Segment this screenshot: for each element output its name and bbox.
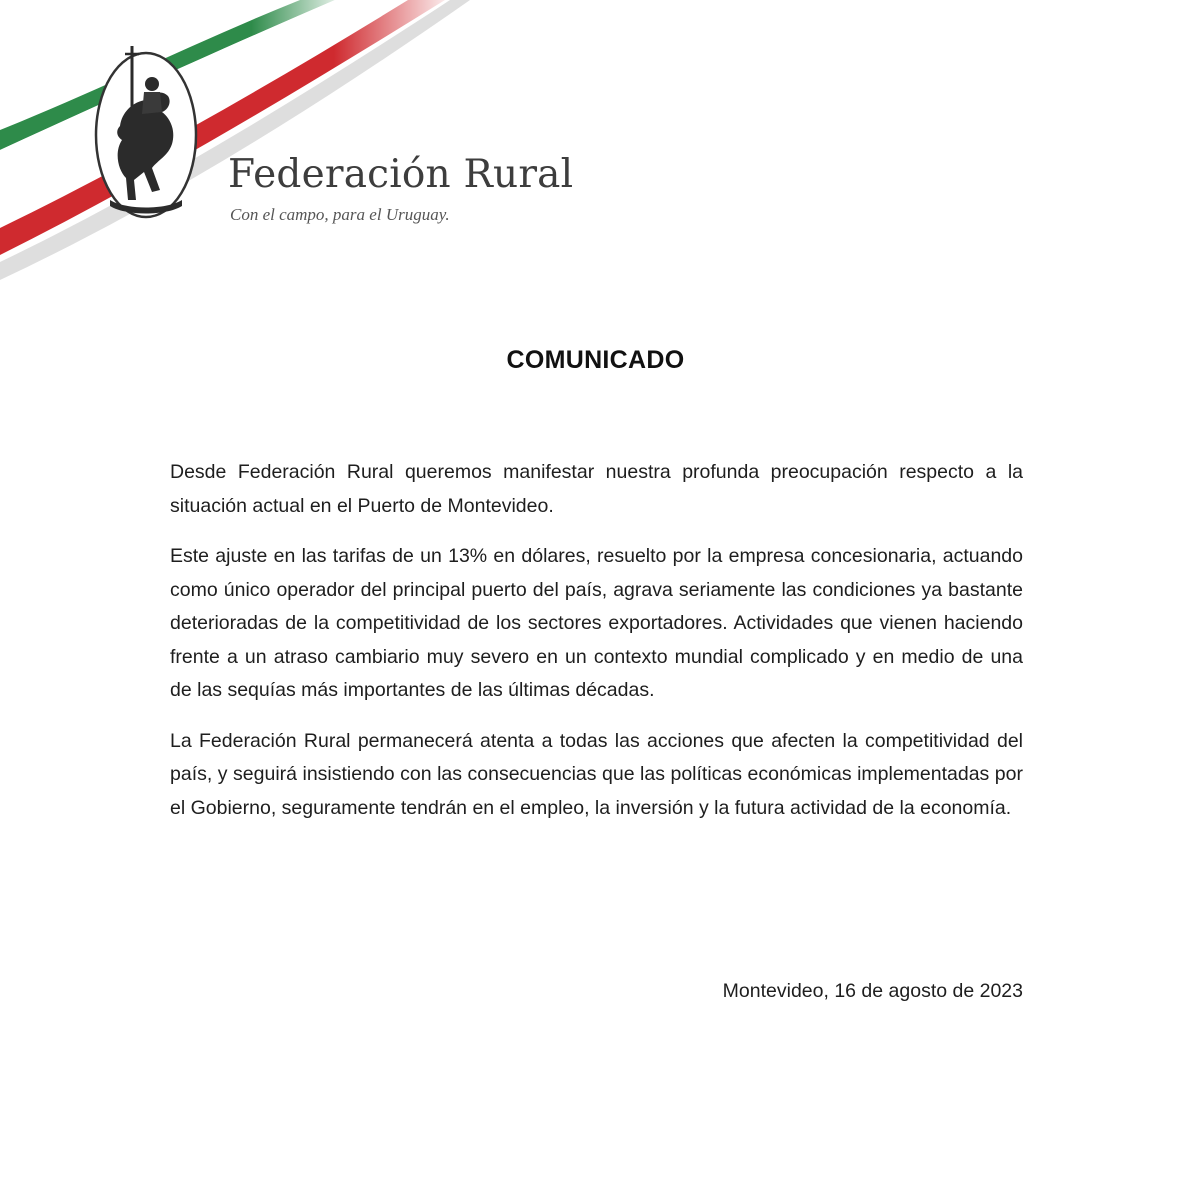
document-body xyxy=(170,456,1023,842)
equestrian-statue-emblem-icon xyxy=(92,40,200,220)
organization-name: Federación Rural xyxy=(228,152,574,197)
document-title: COMUNICADO xyxy=(506,346,685,374)
body-paragraph: Desde Federación Rural queremos manifestar nuestra profunda preocupación respecto a la situación actual en el Puerto de Montevideo. xyxy=(170,461,1023,517)
place-and-date: Montevideo, 16 de agosto de 2023 xyxy=(722,980,1023,1002)
body-paragraph: Este ajuste en las tarifas de un 13% en dólares, resuelto por la empresa concesionaria, actuando como único operador del principal puerto del país, agrava seriamente las condiciones ya bastante deterioradas de la competitividad de los sectores exportadores. Actividades que vienen haciendo frente a un atraso cambiario muy severo en un contexto mundial complicado y en medio de una de las sequías más importantes de las últimas décadas. xyxy=(170,545,1023,701)
organization-tagline: Con el campo, para el Uruguay. xyxy=(230,205,450,224)
body-paragraph: La Federación Rural permanecerá atenta a todas las acciones que afecten la competitividad del país, y seguirá insistiendo con las consecuencias que las políticas económicas implementadas por el Gobierno, seguramente tendrán en el empleo, la inversión y la futura actividad de la economía. xyxy=(170,729,1023,819)
